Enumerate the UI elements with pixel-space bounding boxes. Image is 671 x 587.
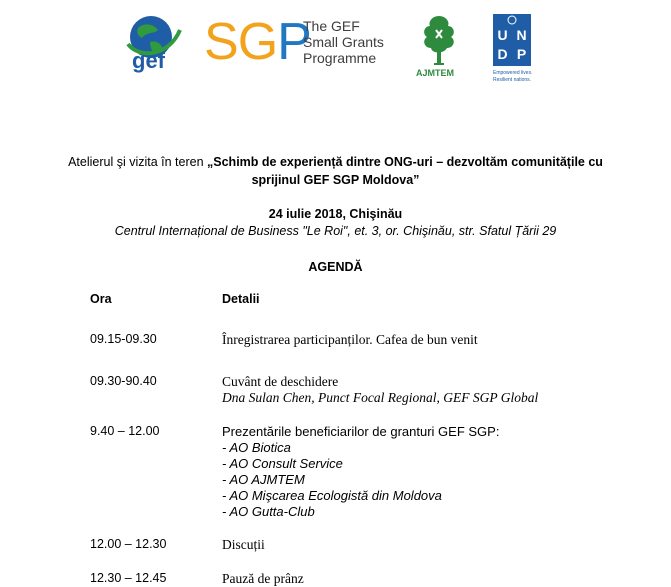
agenda-details bbox=[222, 332, 478, 348]
undp-logo bbox=[493, 14, 531, 88]
agenda-detail-line: - AO AJMTEM bbox=[222, 472, 305, 487]
event-title-line1 bbox=[0, 155, 671, 169]
undp-letter-d: D bbox=[497, 46, 508, 62]
agenda-time: 12.00 – 12.30 bbox=[90, 537, 167, 551]
column-header-details: Detalii bbox=[222, 292, 260, 306]
sgp-line2: Small Grants bbox=[303, 34, 384, 50]
agenda-details bbox=[222, 571, 304, 587]
agenda-time: 09.15-09.30 bbox=[90, 332, 157, 346]
event-title-bold: „Schimb de experiență dintre ONG-uri – dezvoltăm comunitățile cu bbox=[207, 155, 603, 169]
agenda-heading: AGENDĂ bbox=[308, 260, 363, 274]
ajmtem-text: AJMTEM bbox=[416, 68, 454, 78]
agenda-details bbox=[222, 374, 538, 406]
agenda-detail-line: Pauză de prânz bbox=[222, 571, 304, 586]
agenda-detail-line: Înregistrarea participanților. Cafea de bun venit bbox=[222, 332, 478, 347]
agenda-detail-line: - AO Gutta-Club bbox=[222, 504, 315, 519]
ajmtem-logo bbox=[414, 12, 464, 88]
agenda-time: 12.30 – 12.45 bbox=[90, 571, 167, 585]
oak-tree-icon bbox=[414, 12, 464, 68]
agenda-detail-line: - AO Consult Service bbox=[222, 456, 343, 471]
agenda-details bbox=[222, 537, 265, 553]
agenda-detail-line: - AO Biotica bbox=[222, 440, 291, 455]
sgp-wordmark bbox=[303, 18, 384, 66]
agenda-detail-line: - AO Mişcarea Ecologistă din Moldova bbox=[222, 488, 442, 503]
undp-letter-n: N bbox=[516, 27, 527, 43]
undp-tagline-2: Resilient nations. bbox=[493, 77, 532, 83]
un-emblem-icon bbox=[493, 14, 531, 26]
agenda-detail-line: Discuții bbox=[222, 537, 265, 552]
sgp-mark: SGP bbox=[204, 13, 311, 71]
agenda-detail-line: Cuvânt de deschidere bbox=[222, 374, 339, 389]
event-venue: Centrul Internațional de Business "Le Roi", et. 3, or. Chişinău, str. Sfatul Țării 29 bbox=[114, 224, 557, 238]
event-title-prefix: Atelierul şi vizita în teren bbox=[68, 155, 208, 169]
sgp-line3: Programme bbox=[303, 50, 377, 66]
agenda-detail-line: Prezentările beneficiarilor de granturi GEF SGP: bbox=[222, 424, 500, 439]
gef-logo bbox=[124, 10, 186, 80]
sgp-logo bbox=[204, 14, 389, 74]
event-title-line2: sprijinul GEF SGP Moldova” bbox=[251, 173, 420, 187]
gef-logo-text: gef bbox=[132, 48, 165, 73]
undp-letter-p: P bbox=[516, 46, 527, 62]
agenda-time: 9.40 – 12.00 bbox=[90, 424, 160, 438]
undp-tagline bbox=[493, 70, 532, 84]
agenda-time: 09.30-90.40 bbox=[90, 374, 157, 388]
agenda-details bbox=[222, 424, 499, 520]
undp-letter-u: U bbox=[497, 27, 508, 43]
undp-tagline-1: Empowered lives. bbox=[493, 70, 533, 76]
agenda-detail-line: Dna Sulan Chen, Punct Focal Regional, GEF SGP Global bbox=[222, 390, 539, 405]
undp-mark bbox=[493, 14, 531, 66]
column-header-time: Ora bbox=[90, 292, 112, 306]
event-date: 24 iulie 2018, Chişinău bbox=[268, 207, 403, 221]
sgp-line1: The GEF bbox=[303, 18, 360, 34]
